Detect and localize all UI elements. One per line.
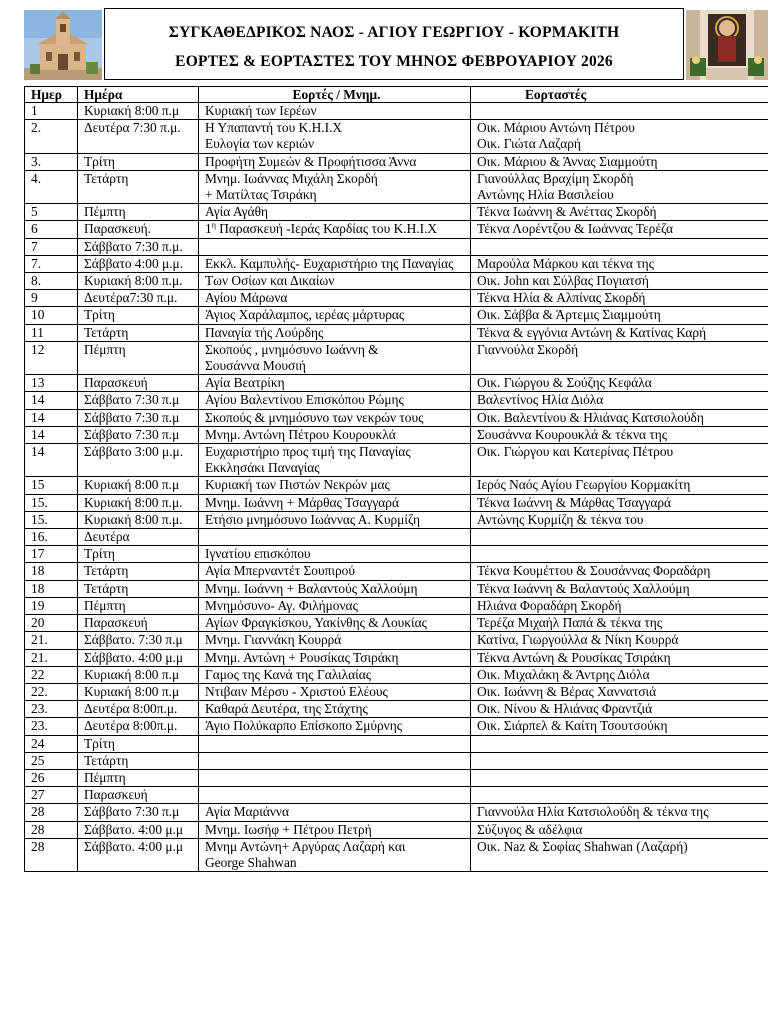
- table-header-row: [25, 87, 768, 103]
- feast-cell: [199, 580, 471, 597]
- feast-line: Γαμος της Κανά της Γαλιλαίας: [205, 666, 372, 682]
- weekday-cell: Κυριακή 8:00 π.μ.: [78, 511, 199, 528]
- feast-line: Ευχαριστήριο προς τιμή της Παναγίας: [205, 444, 411, 460]
- day-cell: 18: [25, 580, 78, 597]
- celebrant-line: Κατίνα, Γιωργούλλα & Νίκη Κουρρά: [477, 632, 679, 648]
- day-cell: 16.: [25, 529, 78, 546]
- table-row: [25, 238, 768, 255]
- feast-cell: [199, 563, 471, 580]
- table-row: [25, 444, 768, 477]
- feast-line: Αγία Βεατρίκη: [205, 375, 285, 391]
- feast-cell: [199, 718, 471, 735]
- church-photo: [24, 10, 102, 80]
- table-row: [25, 170, 768, 203]
- weekday-cell: Πέμπτη: [78, 204, 199, 221]
- day-cell: 4.: [25, 170, 78, 203]
- day-cell: 1: [25, 103, 78, 120]
- feast-line: Αγίου Βαλεντίνου Επισκόπου Ρώμης: [205, 392, 404, 408]
- celebrant-cell: [471, 580, 768, 597]
- weekday-cell: Κυριακή 8:00 π.μ: [78, 666, 199, 683]
- feast-line: Άγιο Πολύκαρπο Επίσκοπο Σμύρνης: [205, 718, 403, 734]
- celebrant-cell: [471, 597, 768, 614]
- weekday-cell: Σάββατο. 7:30 π.μ: [78, 632, 199, 649]
- weekday-cell: Τρίτη: [78, 546, 199, 563]
- feast-cell: [199, 426, 471, 443]
- celebrant-line: Μαρούλα Μάρκου και τέκνα της: [477, 255, 654, 271]
- celebrant-line: Οικ. Ιωάννη & Βέρας Χαννατσιά: [477, 683, 657, 699]
- table-row: [25, 273, 768, 290]
- celebrant-cell: [471, 718, 768, 735]
- day-cell: 15: [25, 477, 78, 494]
- table-row: [25, 221, 768, 238]
- table-row: [25, 838, 768, 871]
- celebrant-line: Γιαννούλα Ηλία Κατσιολούδη & τέκνα της: [477, 804, 709, 820]
- day-cell: 22: [25, 666, 78, 683]
- table-row: [25, 494, 768, 511]
- day-cell: 13: [25, 375, 78, 392]
- celebrant-line: Ιερός Ναός Αγίου Γεωργίου Κορμακίτη: [477, 477, 691, 493]
- feast-line: Αγίων Φραγκίσκου, Υακίνθης & Λουκίας: [205, 615, 427, 631]
- day-cell: 23.: [25, 701, 78, 718]
- feast-line: Εκκλ. Καμπυλής- Ευχαριστήριο της Παναγίας: [205, 255, 454, 271]
- feast-cell: [199, 649, 471, 666]
- table-row: [25, 511, 768, 528]
- weekday-cell: Δευτέρα7:30 π.μ.: [78, 290, 199, 307]
- weekday-cell: Παρασκευή.: [78, 221, 199, 238]
- celebrant-cell: [471, 153, 768, 170]
- day-cell: 20: [25, 615, 78, 632]
- feast-cell: [199, 204, 471, 221]
- celebrant-cell: [471, 290, 768, 307]
- feast-line: George Shahwan: [205, 854, 297, 870]
- feast-cell: [199, 273, 471, 290]
- celebrant-cell: [471, 324, 768, 341]
- feast-cell: [199, 341, 471, 374]
- celebrant-line: Αντώνης Ηλία Βασιλείου: [477, 187, 614, 203]
- weekday-cell: Πέμπτη: [78, 769, 199, 786]
- day-cell: 18: [25, 563, 78, 580]
- celebrant-cell: [471, 787, 768, 804]
- weekday-cell: Παρασκευή: [78, 615, 199, 632]
- feast-cell: [199, 838, 471, 871]
- weekday-cell: Σάββατο 7:30 π.μ: [78, 409, 199, 426]
- feast-line: Παναγία τής Λούρδης: [205, 324, 324, 340]
- celebrant-cell: [471, 477, 768, 494]
- table-row: [25, 103, 768, 120]
- feast-cell: [199, 804, 471, 821]
- weekday-cell: Κυριακή 8:00 π.μ: [78, 477, 199, 494]
- celebrant-cell: [471, 255, 768, 272]
- weekday-cell: Τετάρτη: [78, 580, 199, 597]
- celebrant-line: Βαλεντίνος Ηλία Διόλα: [477, 392, 604, 408]
- celebrant-line: Οικ. Μάριου Αντώνη Πέτρου: [477, 120, 635, 136]
- feast-cell: [199, 324, 471, 341]
- table-row: [25, 426, 768, 443]
- celebrant-cell: [471, 649, 768, 666]
- celebrant-line: Αντώνης Κυρμίζη & τέκνα του: [477, 511, 644, 527]
- feast-cell: [199, 735, 471, 752]
- weekday-cell: Τετάρτη: [78, 752, 199, 769]
- weekday-cell: Σάββατο 4:00 μ.μ.: [78, 255, 199, 272]
- feast-cell: [199, 769, 471, 786]
- celebrant-line: Τέκνα & εγγόνια Αντώνη & Κατίνας Καρή: [477, 324, 707, 340]
- day-cell: 21.: [25, 632, 78, 649]
- celebrant-cell: [471, 204, 768, 221]
- feast-cell: [199, 529, 471, 546]
- celebrant-line: Οικ. Γιώτα Λαζαρή: [477, 136, 581, 152]
- feast-line: Μνημ. Αντώνη + Ρουσίκας Τσιράκη: [205, 649, 399, 665]
- celebrant-cell: [471, 666, 768, 683]
- weekday-cell: Κυριακή 8:00 π.μ.: [78, 494, 199, 511]
- feast-line: Αγία Αγάθη: [205, 204, 268, 220]
- weekday-cell: Παρασκευή: [78, 787, 199, 804]
- celebrant-cell: [471, 701, 768, 718]
- weekday-cell: Τρίτη: [78, 735, 199, 752]
- feast-cell: [199, 701, 471, 718]
- feast-cell: [199, 752, 471, 769]
- table-row: [25, 546, 768, 563]
- table-row: [25, 615, 768, 632]
- table-row: [25, 769, 768, 786]
- title-box: [104, 8, 684, 80]
- celebrant-line: Τέκνα Ιωάννη & Ανέττας Σκορδή: [477, 204, 657, 220]
- table-row: [25, 409, 768, 426]
- weekday-cell: Δευτέρα 8:00π.μ.: [78, 718, 199, 735]
- day-cell: 17: [25, 546, 78, 563]
- saint-george-icon: [686, 10, 768, 80]
- celebrant-line: Οικ. Νίνου & Ηλιάνας Φραντζιά: [477, 701, 653, 717]
- celebrant-cell: [471, 375, 768, 392]
- celebrant-cell: [471, 409, 768, 426]
- celebrant-cell: [471, 821, 768, 838]
- feast-line: Ντιβαιν Μέρσυ - Χριστού Ελέους: [205, 683, 388, 699]
- feast-cell: [199, 170, 471, 203]
- celebrant-line: Τερέζα Μιχαήλ Παπά & τέκνα της: [477, 615, 663, 631]
- table-row: [25, 477, 768, 494]
- table-row: [25, 204, 768, 221]
- weekday-cell: Τρίτη: [78, 307, 199, 324]
- feast-line: Άγιος Χαράλαμπος, ιερέας μάρτυρας: [205, 307, 405, 323]
- feast-cell: [199, 103, 471, 120]
- weekday-cell: Τετάρτη: [78, 170, 199, 203]
- feast-cell: [199, 238, 471, 255]
- celebrant-line: Γιαννούλα Σκορδή: [477, 341, 579, 357]
- feast-line: Μνημ. Γιαννάκη Κουρρά: [205, 632, 342, 648]
- table-row: [25, 735, 768, 752]
- day-cell: 28: [25, 838, 78, 871]
- feast-cell: [199, 444, 471, 477]
- schedule-table: [24, 86, 768, 872]
- day-cell: 14: [25, 444, 78, 477]
- feast-line: Μνημ. Ιωάννη + Μάρθας Τσαγγαρά: [205, 494, 399, 510]
- table-row: [25, 701, 768, 718]
- feast-line: Των Οσίων και Δικαίων: [205, 273, 335, 289]
- celebrant-line: Οικ. Σιάρπελ & Καίτη Τσουτσούκη: [477, 718, 668, 734]
- table-row: [25, 632, 768, 649]
- celebrant-cell: [471, 494, 768, 511]
- day-cell: 2.: [25, 120, 78, 153]
- table-row: [25, 307, 768, 324]
- table-row: [25, 666, 768, 683]
- table-row: [25, 153, 768, 170]
- celebrant-line: Οικ. Μάριου & Άννας Σιαμμούτη: [477, 153, 658, 169]
- feast-line: Μνημ. Ιωάννας Μιχάλη Σκορδή: [205, 170, 378, 186]
- feast-line: Προφήτη Συμεών & Προφήτισσα Άννα: [205, 153, 417, 169]
- celebrant-cell: [471, 341, 768, 374]
- day-cell: 28: [25, 821, 78, 838]
- table-row: [25, 290, 768, 307]
- header-feasts: Εορτές / Μνημ.: [199, 87, 471, 103]
- weekday-cell: Δευτέρα: [78, 529, 199, 546]
- feast-cell: [199, 632, 471, 649]
- feast-line: Σκοπούς , μνημόσυνο Ιωάννη &: [205, 341, 379, 357]
- day-cell: 25: [25, 752, 78, 769]
- celebrant-line: Οικ. Βαλεντίνου & Ηλιάνας Κατσιολούδη: [477, 409, 704, 425]
- celebrant-cell: [471, 615, 768, 632]
- feast-line: Ιγνατίου επισκόπου: [205, 546, 311, 562]
- weekday-cell: Σάββατο 7:30 π.μ: [78, 426, 199, 443]
- table-row: [25, 804, 768, 821]
- celebrant-cell: [471, 838, 768, 871]
- header-day: Ημερ: [25, 87, 78, 103]
- table-row: [25, 718, 768, 735]
- weekday-cell: Κυριακή 8:00 π.μ: [78, 103, 199, 120]
- feast-line: Κυριακή των Ιερέων: [205, 103, 317, 118]
- day-cell: 7.: [25, 255, 78, 272]
- celebrant-cell: [471, 307, 768, 324]
- celebrant-line: Τέκνα Κουμέττου & Σουσάννας Φοραδάρη: [477, 563, 711, 579]
- feast-line: Η Υπαπαντή του Κ.Η.Ι.Χ: [205, 120, 343, 136]
- celebrant-cell: [471, 546, 768, 563]
- weekday-cell: Δευτέρα 7:30 π.μ.: [78, 120, 199, 153]
- feast-line: Μνημ. Αντώνη Πέτρου Κουρουκλά: [205, 426, 396, 442]
- celebrant-line: Τέκνα Λορέντζου & Ιωάννας Τερέζα: [477, 221, 674, 237]
- day-cell: 12: [25, 341, 78, 374]
- celebrant-cell: [471, 511, 768, 528]
- schedule-title: ΕΟΡΤΕΣ & ΕΟΡΤΑΣΤΕΣ ΤΟΥ ΜΗΝΟΣ ΦΕΒΡΟΥΑΡΙΟΥ 2026: [175, 53, 613, 70]
- table-row: [25, 375, 768, 392]
- celebrant-line: Οικ. Naz & Σοφίας Shahwan (Λαζαρή): [477, 838, 688, 854]
- celebrant-cell: [471, 683, 768, 700]
- weekday-cell: Κυριακή 8:00 π.μ.: [78, 273, 199, 290]
- celebrant-line: Οικ. Γιώργου & Σούζης Κεφάλα: [477, 375, 652, 391]
- feast-line: Εκκλησάκι Παναγίας: [205, 460, 320, 476]
- feast-line: Αγία Μπερναντέτ Σουπιρού: [205, 563, 355, 579]
- celebrant-cell: [471, 804, 768, 821]
- celebrant-line: Οικ. Σάββα & Άρτεμις Σιαμμούτη: [477, 307, 661, 323]
- celebrant-cell: [471, 273, 768, 290]
- celebrant-cell: [471, 444, 768, 477]
- table-row: [25, 580, 768, 597]
- weekday-cell: Πέμπτη: [78, 341, 199, 374]
- celebrant-line: Οικ. Μιχαλάκη & Άντρης Διόλα: [477, 666, 650, 682]
- celebrant-cell: [471, 632, 768, 649]
- celebrant-line: Τέκνα Ιωάννη & Βαλαντούς Χαλλούμη: [477, 580, 690, 596]
- day-cell: 10: [25, 307, 78, 324]
- table-row: [25, 787, 768, 804]
- celebrant-cell: [471, 221, 768, 238]
- feast-cell: [199, 546, 471, 563]
- celebrant-line: Οικ. John και Σύλβας Πογιατσή: [477, 273, 649, 289]
- church-title: ΣΥΓΚΑΘΕΔΡΙΚΟΣ ΝΑΟΣ - ΑΓΙΟΥ ΓΕΩΡΓΙΟΥ - ΚΟΡΜΑΚΙΤΗ: [168, 24, 620, 41]
- feast-line: Ευλογία των κεριών: [205, 136, 315, 152]
- table-row: [25, 821, 768, 838]
- day-cell: 11: [25, 324, 78, 341]
- weekday-cell: Πέμπτη: [78, 597, 199, 614]
- celebrant-cell: [471, 238, 768, 255]
- feast-line: Κυριακή των Πιστών Νεκρών μας: [205, 477, 390, 493]
- weekday-cell: Σάββατο 7:30 π.μ: [78, 392, 199, 409]
- feast-cell: [199, 392, 471, 409]
- feast-cell: [199, 494, 471, 511]
- celebrant-line: Οικ. Γιώργου και Κατερίνας Πέτρου: [477, 444, 674, 460]
- day-cell: 24: [25, 735, 78, 752]
- day-cell: 21.: [25, 649, 78, 666]
- weekday-cell: Τετάρτη: [78, 563, 199, 580]
- celebrant-cell: [471, 120, 768, 153]
- feast-cell: [199, 666, 471, 683]
- table-row: [25, 324, 768, 341]
- feast-line: Αγίου Μάρωνα: [205, 290, 288, 306]
- day-cell: 15.: [25, 511, 78, 528]
- celebrant-cell: [471, 769, 768, 786]
- feast-cell: [199, 821, 471, 838]
- feast-cell: [199, 615, 471, 632]
- celebrant-cell: [471, 529, 768, 546]
- feast-line: $1^\eta$ Παρασκευή -Ιεράς Καρδίας του Κ.Η.Ι.Χ: [205, 220, 438, 237]
- feast-line: Μνημ. Ιωάννη + Βαλαντούς Χαλλούμη: [205, 580, 418, 596]
- feast-cell: [199, 477, 471, 494]
- feast-line: Μνημ Αντώνη+ Αργύρας Λαζαρή και: [205, 838, 406, 854]
- feast-cell: [199, 375, 471, 392]
- header-celebrants: Εορταστές: [471, 87, 768, 103]
- day-cell: 5: [25, 204, 78, 221]
- table-row: [25, 597, 768, 614]
- table-row: [25, 683, 768, 700]
- celebrant-cell: [471, 103, 768, 120]
- day-cell: 8.: [25, 273, 78, 290]
- feast-line: Ετήσιο μνημόσυνο Ιωάννας Α. Κυρμίζη: [205, 511, 420, 527]
- feast-line: Αγία Μαριάννα: [205, 804, 289, 820]
- weekday-cell: Κυριακή 8:00 π.μ: [78, 683, 199, 700]
- celebrant-cell: [471, 752, 768, 769]
- feast-cell: [199, 290, 471, 307]
- day-cell: 28: [25, 804, 78, 821]
- table-row: [25, 649, 768, 666]
- day-cell: 26: [25, 769, 78, 786]
- celebrant-line: Τέκνα Ηλία & Αλπίνας Σκορδή: [477, 290, 646, 306]
- day-cell: 19: [25, 597, 78, 614]
- celebrant-line: Τέκνα Αντώνη & Ρουσίκας Τσιράκη: [477, 649, 671, 665]
- feast-cell: [199, 255, 471, 272]
- day-cell: 14: [25, 426, 78, 443]
- feast-cell: [199, 307, 471, 324]
- day-cell: 9: [25, 290, 78, 307]
- table-row: [25, 563, 768, 580]
- weekday-cell: Σάββατο. 4:00 μ.μ: [78, 649, 199, 666]
- feast-cell: [199, 511, 471, 528]
- day-cell: 3.: [25, 153, 78, 170]
- celebrant-cell: [471, 392, 768, 409]
- weekday-cell: Σάββατο 7:30 π.μ: [78, 804, 199, 821]
- table-row: [25, 529, 768, 546]
- table-row: [25, 752, 768, 769]
- table-row: [25, 341, 768, 374]
- celebrant-cell: [471, 426, 768, 443]
- feast-line: Καθαρά Δευτέρα, της Στάχτης: [205, 701, 368, 717]
- feast-line: + Ματίλτας Τσιράκη: [205, 187, 317, 203]
- day-cell: 14: [25, 409, 78, 426]
- weekday-cell: Σάββατο 7:30 π.μ.: [78, 238, 199, 255]
- table-row: [25, 255, 768, 272]
- header-weekday: Ημέρα: [78, 87, 199, 103]
- celebrant-cell: [471, 170, 768, 203]
- day-cell: 7: [25, 238, 78, 255]
- weekday-cell: Σάββατο. 4:00 μ.μ: [78, 821, 199, 838]
- feast-line: Σκοπούς & μνημόσυνο των νεκρών τους: [205, 409, 424, 425]
- feast-line: Μνημ. Ιωσήφ + Πέτρου Πετρή: [205, 821, 372, 837]
- table-row: [25, 120, 768, 153]
- weekday-cell: Σάββατο. 4:00 μ.μ: [78, 838, 199, 871]
- feast-line: Μνημόσυνο- Αγ. Φιλήμονας: [205, 597, 358, 613]
- table-row: [25, 392, 768, 409]
- celebrant-cell: [471, 735, 768, 752]
- day-cell: 22.: [25, 683, 78, 700]
- celebrant-line: Σύζυγος & αδέλφια: [477, 821, 583, 837]
- feast-line: Σουσάννα Μουσιή: [205, 358, 306, 374]
- day-cell: 23.: [25, 718, 78, 735]
- day-cell: 15.: [25, 494, 78, 511]
- feast-cell: [199, 120, 471, 153]
- feast-cell: [199, 787, 471, 804]
- feast-cell: [199, 597, 471, 614]
- weekday-cell: Σάββατο 3:00 μ.μ.: [78, 444, 199, 477]
- celebrant-cell: [471, 563, 768, 580]
- weekday-cell: Παρασκευή: [78, 375, 199, 392]
- feast-cell: [199, 409, 471, 426]
- feast-cell: [199, 153, 471, 170]
- day-cell: 14: [25, 392, 78, 409]
- celebrant-line: Γιανούλλας Βραχίμη Σκορδή: [477, 170, 634, 186]
- weekday-cell: Τετάρτη: [78, 324, 199, 341]
- day-cell: 6: [25, 221, 78, 238]
- day-cell: 27: [25, 787, 78, 804]
- feast-cell: [199, 221, 471, 238]
- weekday-cell: Δευτέρα 8:00π.μ.: [78, 701, 199, 718]
- celebrant-line: Ηλιάνα Φοραδάρη Σκορδή: [477, 597, 622, 613]
- celebrant-line: Τέκνα Ιωάννη & Μάρθας Τσαγγαρά: [477, 494, 672, 510]
- weekday-cell: Τρίτη: [78, 153, 199, 170]
- celebrant-line: Σουσάννα Κουρουκλά & τέκνα της: [477, 426, 668, 442]
- feast-cell: [199, 683, 471, 700]
